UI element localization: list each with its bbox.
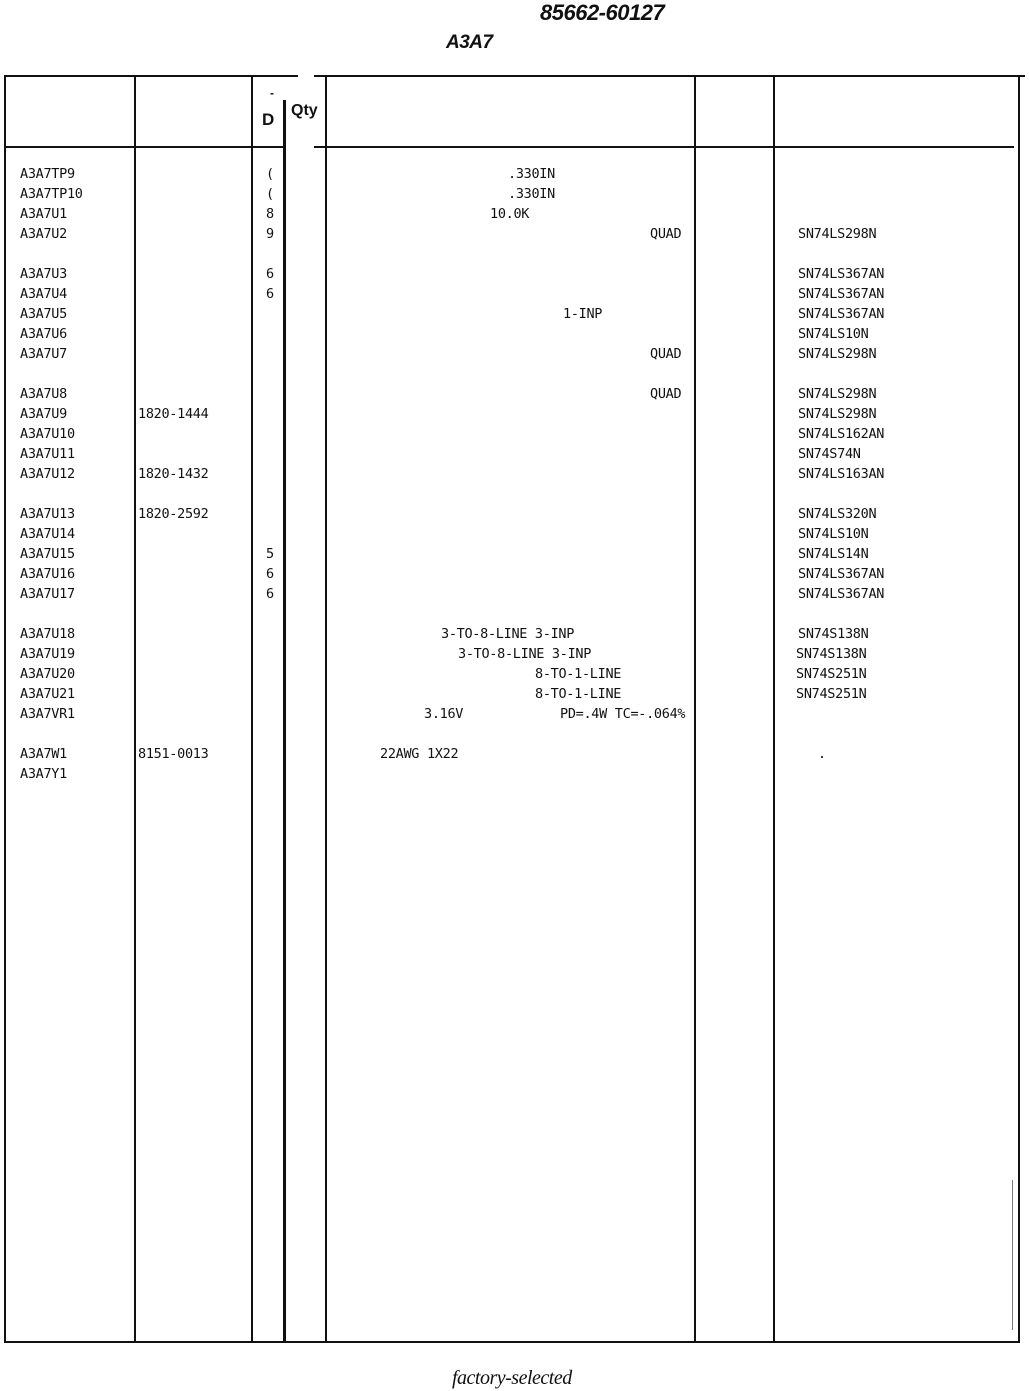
row-reference: A3A7U2 [20,226,67,242]
row-description: 8-TO-1-LINE [535,686,622,702]
row-reference: A3A7U9 [20,406,67,422]
header-bottom-rule-left [4,146,286,148]
row-description: 3-TO-8-LINE 3-INP [441,626,575,642]
footnote: factory-selected [452,1367,572,1389]
row-manufacturer-part: SN74LS367AN [798,286,885,302]
column-rule-ref [134,75,136,1343]
row-manufacturer-part: SN74LS367AN [798,306,885,322]
assembly-designator: A3A7 [446,32,493,53]
row-reference: A3A7U6 [20,326,67,342]
row-d-value: 6 [266,566,274,582]
header-tick-mark: - [270,86,274,100]
row-manufacturer-part: SN74S251N [796,686,867,702]
column-header-qty: Qty [291,102,318,119]
row-manufacturer-part: SN74LS163AN [798,466,885,482]
row-manufacturer-part: SN74LS298N [798,406,877,422]
row-reference: A3A7U17 [20,586,75,602]
column-rule-left-edge [4,75,6,1343]
column-header-d: D [262,110,275,129]
table-bottom-rule [4,1341,1020,1343]
row-d-value: ( [266,166,274,182]
row-reference: A3A7U8 [20,386,67,402]
row-reference: A3A7U21 [20,686,75,702]
row-part-number: 1820-2592 [138,506,209,522]
row-manufacturer-part: SN74LS10N [798,326,869,342]
column-rule-d [283,100,286,1343]
row-d-value: 5 [266,546,274,562]
row-reference: A3A7TP10 [20,186,83,202]
row-manufacturer-part: SN74LS298N [798,346,877,362]
column-rule-desc [694,75,696,1343]
row-d-value: 6 [266,286,274,302]
row-description: 3-TO-8-LINE 3-INP [458,646,592,662]
row-description: 22AWG 1X22 [380,746,459,762]
row-description: .330IN [508,186,555,202]
row-reference: A3A7Y1 [20,766,67,782]
column-rule-qty [325,75,327,1343]
row-d-value: ( [266,186,274,202]
column-rule-part [251,75,253,1343]
row-reference: A3A7U11 [20,446,75,462]
column-rule-faint-right [1012,1180,1013,1330]
row-reference: A3A7TP9 [20,166,75,182]
row-reference: A3A7U18 [20,626,75,642]
row-reference: A3A7U5 [20,306,67,322]
row-manufacturer-part: SN74LS14N [798,546,869,562]
row-manufacturer-part: SN74LS10N [798,526,869,542]
row-reference: A3A7U12 [20,466,75,482]
table-top-rule-left [4,75,298,77]
row-manufacturer-part: SN74S251N [796,666,867,682]
row-d-value: 8 [266,206,274,222]
row-manufacturer-part: . [818,746,826,762]
row-reference: A3A7VR1 [20,706,75,722]
row-manufacturer-part: SN74S74N [798,446,861,462]
row-reference: A3A7U3 [20,266,67,282]
row-reference: A3A7U13 [20,506,75,522]
row-reference: A3A7U1 [20,206,67,222]
row-part-number: 1820-1432 [138,466,209,482]
row-d-value: 6 [266,586,274,602]
row-part-number: 8151-0013 [138,746,209,762]
column-rule-code [773,75,775,1343]
row-reference: A3A7U14 [20,526,75,542]
column-rule-right-edge [1018,75,1020,1343]
row-manufacturer-part: SN74S138N [798,626,869,642]
row-manufacturer-part: SN74LS162AN [798,426,885,442]
row-description: .330IN [508,166,555,182]
row-reference: A3A7U19 [20,646,75,662]
document-number: 85662-60127 [540,0,665,25]
row-reference: A3A7U7 [20,346,67,362]
row-part-number: 1820-1444 [138,406,209,422]
row-manufacturer-part: SN74LS367AN [798,586,885,602]
row-manufacturer-part: SN74LS367AN [798,566,885,582]
row-reference: A3A7U4 [20,286,67,302]
row-reference: A3A7U15 [20,546,75,562]
row-reference: A3A7W1 [20,746,67,762]
row-d-value: 6 [266,266,274,282]
header-bottom-rule-right [314,146,1014,148]
row-manufacturer-part: SN74LS298N [798,386,877,402]
table-top-rule-right [314,75,1025,77]
row-manufacturer-part: SN74LS320N [798,506,877,522]
row-description: 8-TO-1-LINE [535,666,622,682]
row-description: QUAD [650,346,682,362]
row-description: 1-INP [563,306,603,322]
row-manufacturer-part: SN74S138N [796,646,867,662]
row-manufacturer-part: SN74LS367AN [798,266,885,282]
row-reference: A3A7U16 [20,566,75,582]
row-d-value: 9 [266,226,274,242]
row-manufacturer-part: SN74LS298N [798,226,877,242]
row-description: 10.0K [490,206,530,222]
row-reference: A3A7U20 [20,666,75,682]
row-reference: A3A7U10 [20,426,75,442]
row-description: QUAD [650,226,682,242]
row-description: QUAD [650,386,682,402]
row-description-extra: PD=.4W TC=-.064% [560,706,686,722]
row-description: 3.16V [424,706,464,722]
